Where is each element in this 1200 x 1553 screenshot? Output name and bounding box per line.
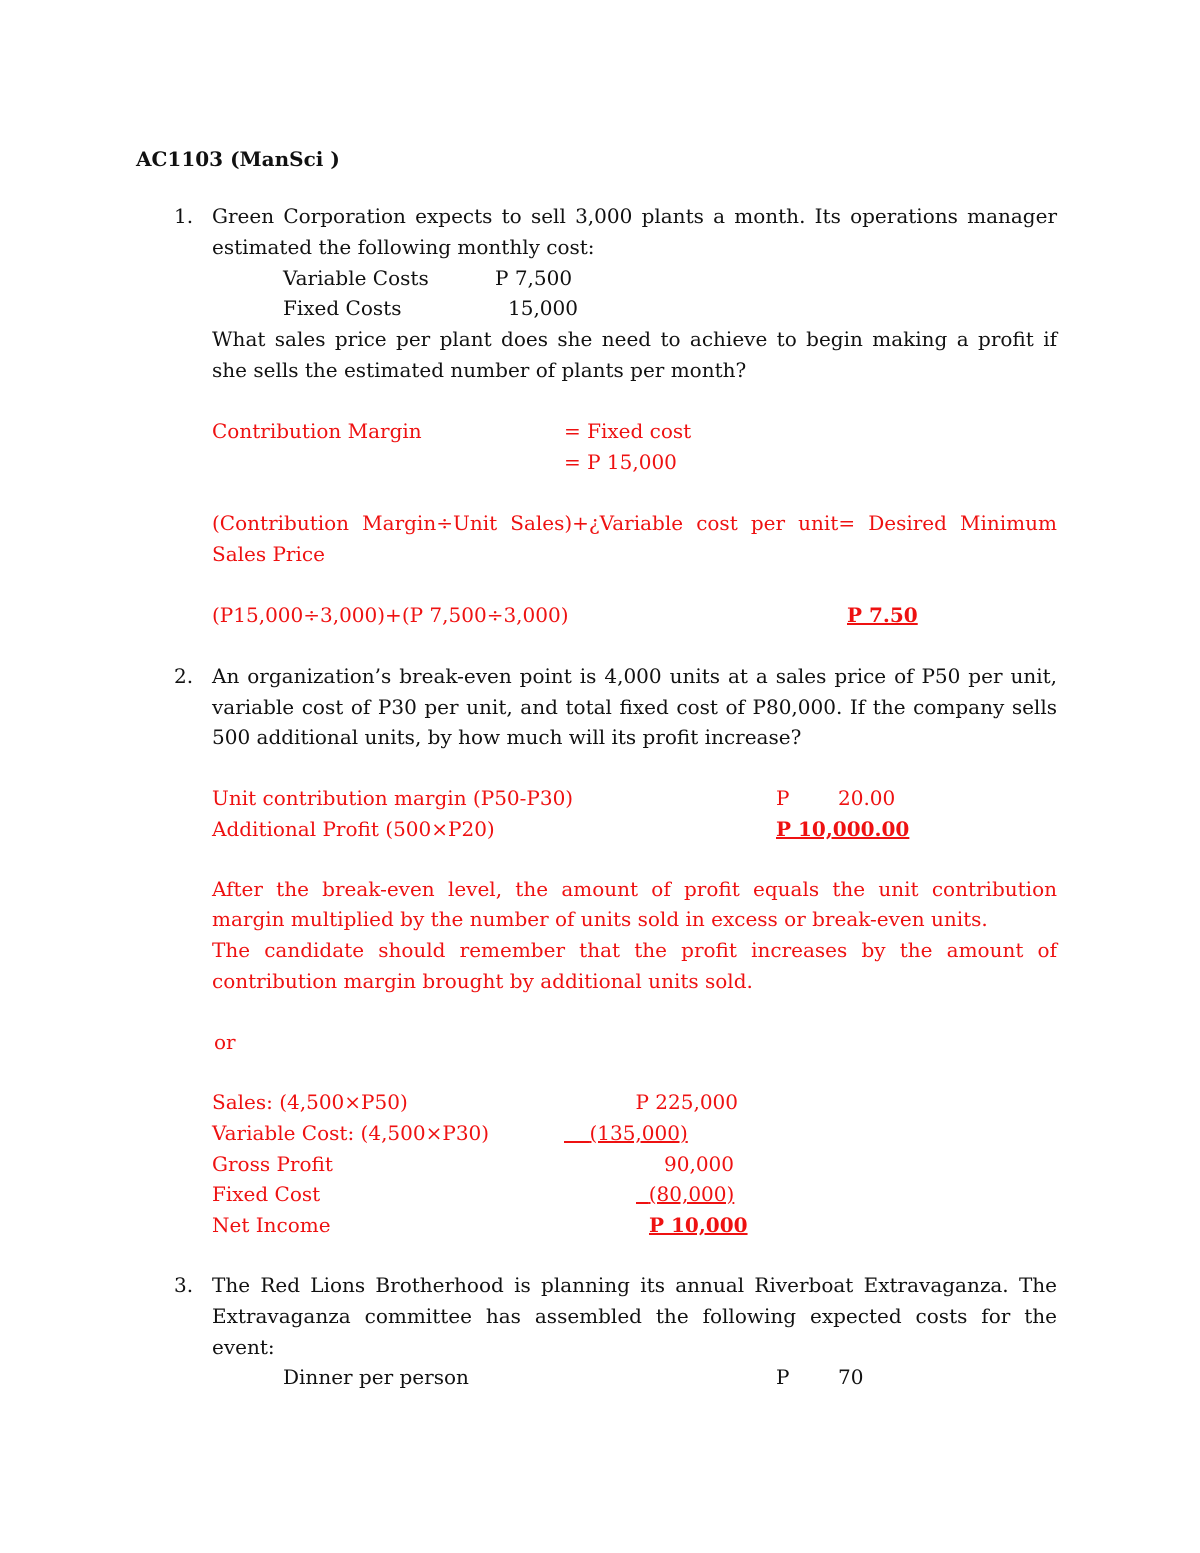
q1-cost-value-fixed: 15,000: [508, 296, 578, 320]
q2-income-value-variable: (135,000): [589, 1121, 688, 1145]
q1-answer: P 7.50: [847, 603, 918, 627]
q1-number: 1.: [174, 204, 194, 228]
q2-income-label-fixed: Fixed Cost: [212, 1182, 321, 1206]
q3-dinner-label: Dinner per person: [283, 1365, 469, 1389]
q2-ucm-label: Unit contribution margin (P50-P30): [212, 786, 574, 810]
q1-cm-eq2: = P 15,000: [564, 450, 677, 474]
q1-question-line1: What sales price per plant does she need to achieve to begin making a profit if: [212, 327, 1057, 351]
q3-dinner-value: 70: [838, 1365, 864, 1389]
q1-formula-line1: (Contribution Margin÷Unit Sales)+¿Variable cost per unit= Desired Minimum: [212, 511, 1057, 535]
q2-ucm-value: 20.00: [838, 786, 896, 810]
q2-text-line2: variable cost of P30 per unit, and total fixed cost of P80,000. If the company sells: [212, 695, 1057, 719]
q1-cm-eq1: = Fixed cost: [564, 419, 692, 443]
q2-text-line3: 500 additional units, by how much will its profit increase?: [212, 725, 802, 749]
q2-income-value-fixed: (80,000): [648, 1182, 735, 1206]
q2-ucm-currency: P: [776, 786, 790, 810]
q1-calc: (P15,000÷3,000)+(P 7,500÷3,000): [212, 603, 569, 627]
q2-income-value-gross: 90,000: [664, 1152, 734, 1176]
q1-cost-label-variable: Variable Costs: [283, 266, 429, 290]
q3-text-line2: Extravaganza committee has assembled the following expected costs for the: [212, 1304, 1057, 1328]
q3-text-line3: event:: [212, 1335, 275, 1359]
q2-expl-line1: After the break-even level, the amount of profit equals the unit contribution: [212, 877, 1057, 901]
q1-cm-label: Contribution Margin: [212, 419, 422, 443]
q2-number: 2.: [174, 664, 194, 688]
q2-income-value-net: P 10,000: [649, 1213, 748, 1237]
q2-expl-line2: margin multiplied by the number of units sold in excess or break-even units.: [212, 907, 988, 931]
q2-income-label-gross: Gross Profit: [212, 1152, 333, 1176]
q2-income-label-sales: Sales: (4,500×P50): [212, 1090, 408, 1114]
q2-expl-line3: The candidate should remember that the profit increases by the amount of: [212, 938, 1057, 962]
q2-or: or: [214, 1030, 236, 1054]
q1-text-line1: Green Corporation expects to sell 3,000 plants a month. Its operations manager: [212, 204, 1057, 228]
q1-formula-line2: Sales Price: [212, 542, 325, 566]
q3-dinner-currency: P: [776, 1365, 790, 1389]
course-title: AC1103 (ManSci ): [136, 147, 340, 171]
q3-number: 3.: [174, 1273, 194, 1297]
q2-income-value-sales: P 225,000: [635, 1090, 738, 1114]
q2-addl-value: P 10,000.00: [776, 817, 910, 841]
q1-text-line2: estimated the following monthly cost:: [212, 235, 595, 259]
q2-expl-line4: contribution margin brought by additional units sold.: [212, 969, 753, 993]
q1-cost-value-variable: P 7,500: [495, 266, 573, 290]
q1-question-line2: she sells the estimated number of plants per month?: [212, 358, 747, 382]
q1-cost-label-fixed: Fixed Costs: [283, 296, 402, 320]
q2-addl-label: Additional Profit (500×P20): [212, 817, 495, 841]
q2-income-label-net: Net Income: [212, 1213, 331, 1237]
q3-text-line1: The Red Lions Brotherhood is planning its annual Riverboat Extravaganza. The: [212, 1273, 1057, 1297]
q2-income-label-variable: Variable Cost: (4,500×P30): [212, 1121, 490, 1145]
q2-text-line1: An organization’s break-even point is 4,000 units at a sales price of P50 per unit,: [212, 664, 1057, 688]
